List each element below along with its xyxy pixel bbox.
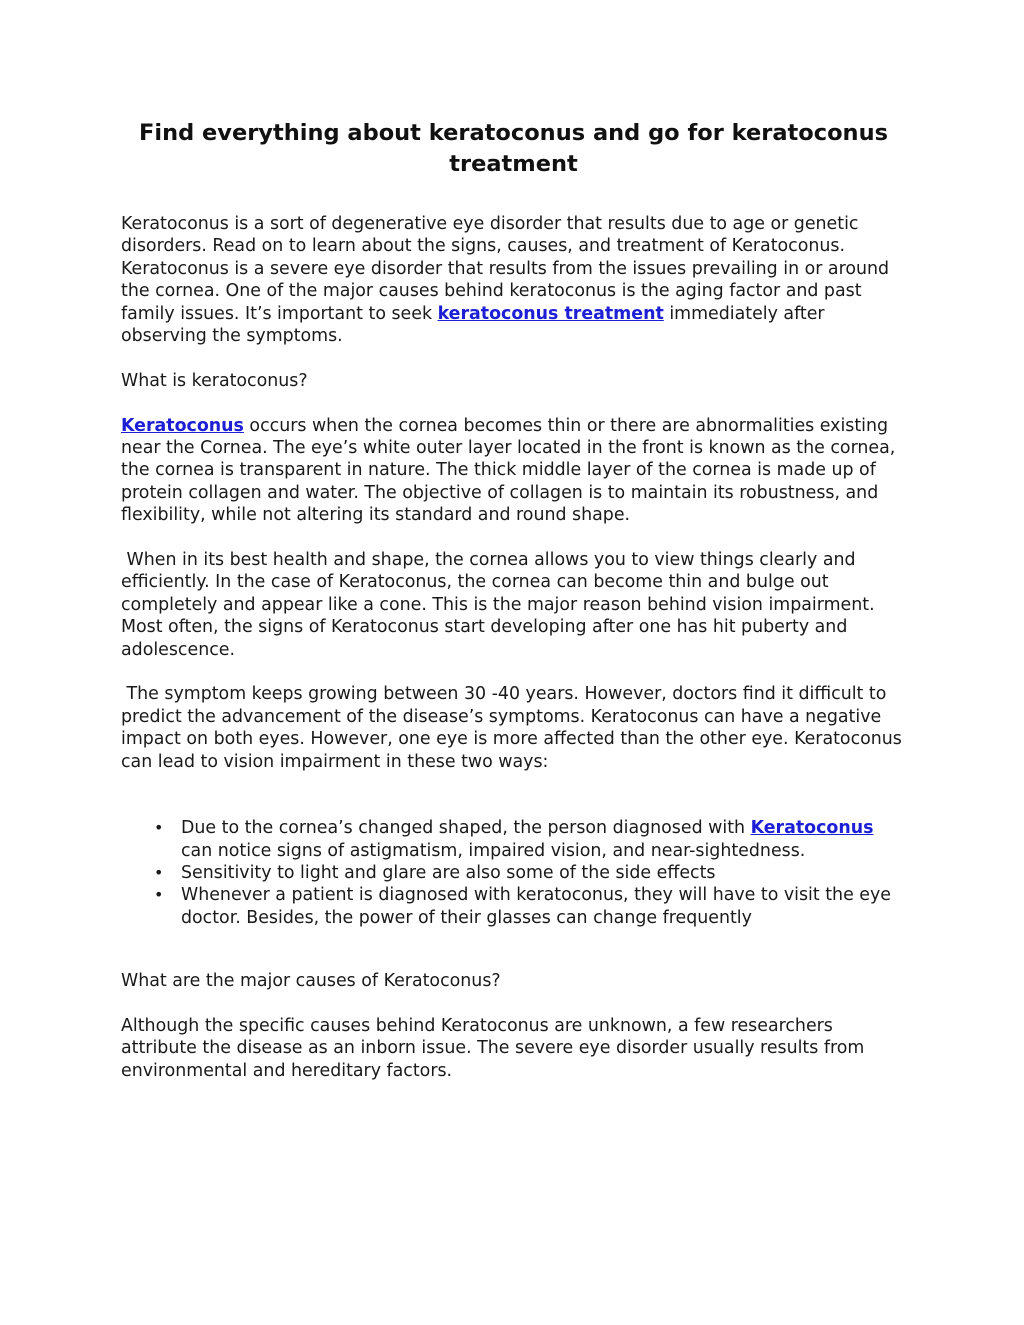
causes-paragraph: Although the specific causes behind Keratoconus are unknown, a few researchers attribute the disease as an inborn issue. The severe eye disorder usually results from environmental and hereditary factors. bbox=[121, 1015, 865, 1081]
symptom-list bbox=[121, 817, 906, 929]
definition-text: occurs when the cornea becomes thin or there are abnormalities existing near the Cornea. The eye’s white outer layer located in the front is known as the cornea, the cornea is transparent in nature. The thick middle layer of the cornea is made up of protein collagen and water. The objective of collagen is to maintain its robustness, and flexibility, while not altering its standard and round shape. bbox=[121, 415, 896, 526]
cornea-health-paragraph: When in its best health and shape, the cornea allows you to view things clearly and efficiently. In the case of Keratoconus, the cornea can become thin and bulge out completely and appear like a cone. This is the major reason behind vision impairment. Most often, the signs of Keratoconus start developing after one has hit puberty and adolescence. bbox=[121, 550, 881, 660]
intro-text-end: immediately after observing the symptoms. bbox=[121, 303, 825, 347]
list-item: • Whenever a patient is diagnosed with keratoconus, they will have to visit the eye doctor. Besides, the power of their glasses can change frequently bbox=[181, 884, 906, 929]
section-heading-causes: What are the major causes of Keratoconus? bbox=[121, 971, 501, 992]
list-item-text: Due to the cornea’s changed shaped, the person diagnosed with bbox=[181, 818, 751, 839]
spacer bbox=[121, 773, 906, 817]
document-page bbox=[121, 118, 906, 1105]
keratoconus-link[interactable]: Keratoconus bbox=[121, 415, 244, 436]
keratoconus-treatment-link[interactable]: keratoconus treatment bbox=[437, 303, 664, 324]
document-title: Find everything about keratoconus and go for keratoconus treatment bbox=[138, 120, 888, 177]
list-item bbox=[181, 817, 906, 862]
keratoconus-link-list[interactable]: Keratoconus bbox=[750, 818, 874, 839]
list-item: • Sensitivity to light and glare are also some of the side effects bbox=[181, 862, 906, 884]
list-item-text-end: can notice signs of astigmatism, impaired vision, and near-sightedness. bbox=[181, 840, 806, 861]
intro-paragraph bbox=[121, 213, 906, 347]
spacer bbox=[121, 929, 906, 970]
intro-text: Keratoconus is a sort of degenerative eye disorder that results due to age or genetic disorders. Read on to learn about the signs, causes, and treatment of Keratoconus. Keratoconus is a severe eye disorder that results from the issues prevailing in or around the cornea. One of the major causes behind keratoconus is the aging factor and past family issues. It’s important to seek bbox=[121, 214, 890, 324]
symptom-growth-paragraph: The symptom keeps growing between 30 -40 years. However, doctors find it difficult to predict the advancement of the disease’s symptoms. Keratoconus can have a negative impact on both eyes. However, one eye is more affected than the other eye. Keratoconus can lead to vision impairment in these two ways: bbox=[121, 684, 908, 772]
section-heading-what-is: What is keratoconus? bbox=[121, 370, 308, 391]
definition-paragraph bbox=[121, 415, 906, 527]
